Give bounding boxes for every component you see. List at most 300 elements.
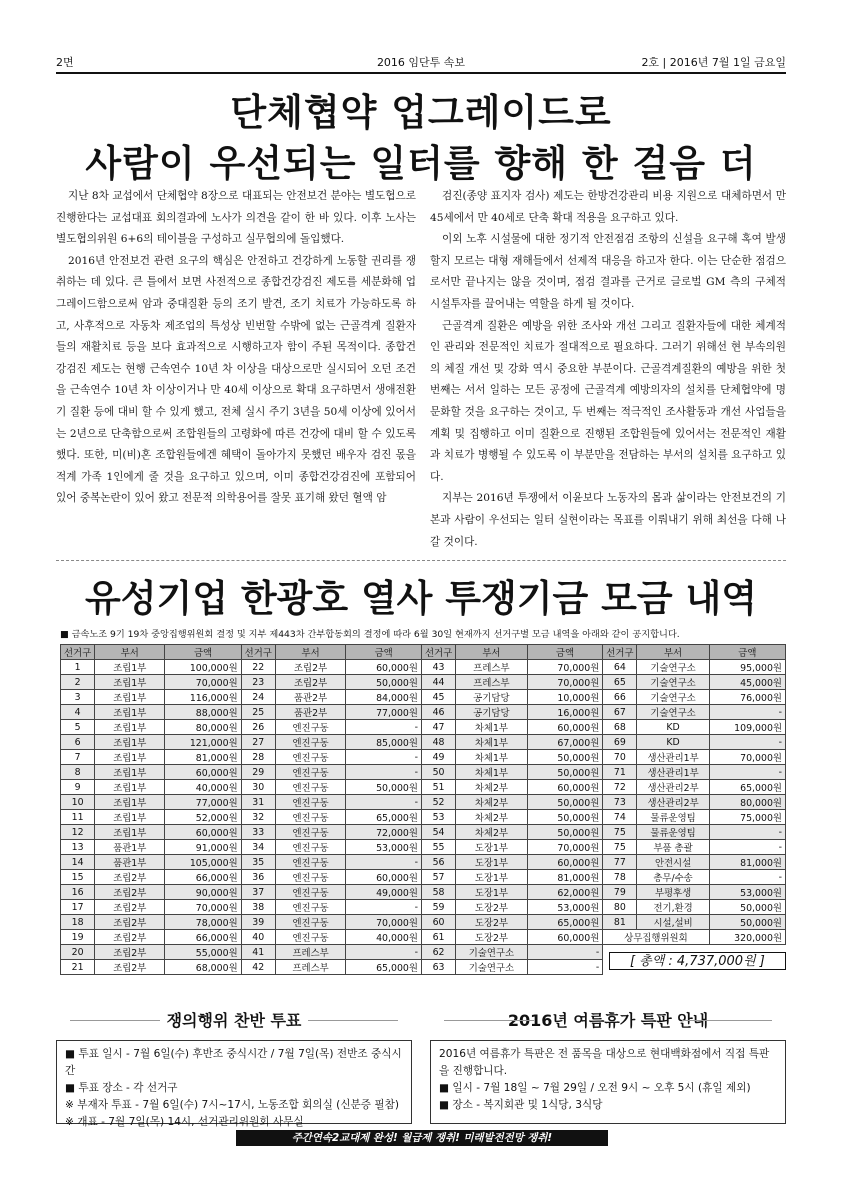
vote-info-line: ※ 개표 - 7월 7일(목) 14시, 선거관리위원회 사무실 (65, 1116, 304, 1128)
amount: 67,000원 (527, 735, 603, 750)
table-row (61, 930, 786, 945)
amount: 53,000원 (527, 900, 603, 915)
amount: 50,000원 (709, 900, 785, 915)
district-number: 23 (241, 675, 275, 690)
district-number: 17 (61, 900, 95, 915)
amount: 50,000원 (527, 795, 603, 810)
department: 조립2부 (95, 900, 165, 915)
department: 품관1부 (95, 855, 165, 870)
article1-right-column (430, 186, 786, 553)
amount: 50,000원 (346, 780, 422, 795)
amount: 68,000원 (165, 960, 241, 975)
department: 프레스부 (275, 945, 346, 960)
district-number: 67 (603, 705, 637, 720)
table-row (61, 750, 786, 765)
district-number: 8 (61, 765, 95, 780)
amount: - (346, 750, 422, 765)
department: 엔진구동 (275, 750, 346, 765)
amount: - (709, 840, 785, 855)
vote-info-line: ■ 투표 일시 - 7월 6일(수) 후반조 중식시간 / 7월 7일(목) 전반조 중식시간 (65, 1048, 402, 1077)
department: 프레스부 (275, 960, 346, 975)
district-number: 50 (421, 765, 455, 780)
department: 엔진구동 (275, 735, 346, 750)
district-number: 36 (241, 870, 275, 885)
department: 도장1부 (456, 840, 528, 855)
district-number: 58 (421, 885, 455, 900)
amount: - (527, 945, 603, 960)
department: 프레스부 (456, 660, 528, 675)
department: 프레스부 (456, 675, 528, 690)
article1-left-column (56, 186, 416, 510)
amount: 50,000원 (527, 765, 603, 780)
vote-info-line: ※ 부재자 투표 - 7월 6일(수) 7시~17시, 노동조합 회의실 (신분증 필참) (65, 1099, 399, 1111)
fund-table (60, 644, 786, 975)
district-number: 49 (421, 750, 455, 765)
district-number: 38 (241, 900, 275, 915)
fund-table-header-row (61, 645, 786, 660)
district-number: 71 (603, 765, 637, 780)
district-number: 25 (241, 705, 275, 720)
fund-table-header: 부서 (637, 645, 709, 660)
vacation-info-box (430, 1040, 786, 1124)
amount: 70,000원 (165, 900, 241, 915)
district-number: 57 (421, 870, 455, 885)
district-number: 40 (241, 930, 275, 945)
department: 조립2부 (95, 945, 165, 960)
page-number: 2면 (56, 56, 74, 69)
department: 도장1부 (456, 870, 528, 885)
table-row (61, 765, 786, 780)
amount: - (346, 855, 422, 870)
amount: 50,000원 (527, 825, 603, 840)
amount: 60,000원 (165, 825, 241, 840)
special-dept: 상무집행위원회 (603, 930, 709, 945)
district-number: 9 (61, 780, 95, 795)
table-row (61, 795, 786, 810)
district-number: 61 (421, 930, 455, 945)
district-number: 6 (61, 735, 95, 750)
department: 조립1부 (95, 825, 165, 840)
amount: - (346, 765, 422, 780)
table-row (61, 675, 786, 690)
department: 조립1부 (95, 660, 165, 675)
district-number: 80 (603, 900, 637, 915)
department: 엔진구동 (275, 885, 346, 900)
amount: 121,000원 (165, 735, 241, 750)
district-number: 5 (61, 720, 95, 735)
department: 차체1부 (456, 735, 528, 750)
vote-banner (56, 1008, 412, 1034)
article1-title-line1: 단체협약 업그레이드로 (230, 91, 612, 134)
amount: 60,000원 (527, 855, 603, 870)
fund-table-header: 금액 (709, 645, 785, 660)
department: 조립2부 (95, 915, 165, 930)
district-number: 7 (61, 750, 95, 765)
district-number: 28 (241, 750, 275, 765)
district-number: 75 (603, 825, 637, 840)
department: 엔진구동 (275, 840, 346, 855)
table-row (61, 885, 786, 900)
department: 조립1부 (95, 765, 165, 780)
amount: 105,000원 (165, 855, 241, 870)
fund-table-header: 금액 (346, 645, 422, 660)
table-row (61, 900, 786, 915)
district-number: 70 (603, 750, 637, 765)
fund-notice: ■ 금속노조 9기 19차 중앙집행위원회 결정 및 지부 제443차 간부합동회의 결정에 따라 6월 30일 현재까지 선거구별 모금 내역을 아래와 같이 공지합니다. (60, 629, 680, 640)
district-number: 4 (61, 705, 95, 720)
amount: 60,000원 (527, 720, 603, 735)
department: 조립1부 (95, 735, 165, 750)
district-number: 34 (241, 840, 275, 855)
department: 조립1부 (95, 795, 165, 810)
table-row (61, 810, 786, 825)
department: 기술연구소 (456, 960, 528, 975)
department: 엔진구동 (275, 825, 346, 840)
department: 엔진구동 (275, 855, 346, 870)
total-amount: [ 총액 : 4,737,000원 ] (609, 952, 785, 970)
district-number: 10 (61, 795, 95, 810)
district-number: 77 (603, 855, 637, 870)
district-number: 78 (603, 870, 637, 885)
article-paragraph: 2016년 안전보건 관련 요구의 핵심은 안전하고 건강하게 노동할 권리를 쟁취하는 데 있다. 큰 틀에서 보면 사전적으로 종합건강검진 제도를 세분화해 업그레이드함으로써 암과 중대질환 등의 조기 발견, 조기 치료가 가능하도록 하고, 사후적으로 자동차 제조업의 특성상 빈번할 수밖에 없는 근골격계 질환자들의 재활치료 등을 보다 효과적으로 시행하고자 함이 주된 목적이다. 종합건강검진 제도는 현행 근속연수 10년 차 이상을 대상으로만 실시되어 오던 조건을 근속연수 10년 차 이상이거나 만 40세 이상으로 확대 요구하면서 생애전환기 질환 등에 대비 할 수 있게 했고, 전체 실시 주기 3년을 50세 이상에 있어서는 2년으로 단축함으로써 조합원들의 고령화에 따른 건강에 대비 할 수 있도록 했다. 또한, 미(비)혼 조합원들에겐 혜택이 돌아가지 못했던 배우자 검진 몫을 적계 가족 1인에게 줄 것을 요구하고 있으며, 이미 종합건강검진에 포함되어 있어 중복논란이 있어 왔고 전문적 의학용어를 잘못 표기해 왔던 혈액 암 (56, 254, 416, 505)
fund-table-header: 선거구 (61, 645, 95, 660)
amount: 50,000원 (709, 915, 785, 930)
department: KD (637, 735, 709, 750)
amount: 78,000원 (165, 915, 241, 930)
amount: - (709, 825, 785, 840)
district-number: 48 (421, 735, 455, 750)
department: 도장1부 (456, 885, 528, 900)
amount: 50,000원 (527, 750, 603, 765)
department: 조립2부 (95, 885, 165, 900)
amount: 45,000원 (709, 675, 785, 690)
amount: 70,000원 (709, 750, 785, 765)
district-number: 46 (421, 705, 455, 720)
district-number: 43 (421, 660, 455, 675)
department: 도장2부 (456, 915, 528, 930)
amount: 10,000원 (527, 690, 603, 705)
department: 차체1부 (456, 750, 528, 765)
department: 조립1부 (95, 705, 165, 720)
total-cell (603, 945, 786, 975)
article-paragraph: 이외 노후 시설물에 대한 정기적 안전점검 조항의 신설을 요구해 혹여 발생할지 모르는 대형 재해들에서 선제적 대응을 하고자 한다. 이는 단순한 점검으로서만 끝나지는 않을 것이며, 점검 결과를 근거로 글로벌 GM 측의 구체적 시설투자를 끌어내는 역할을 하게 될 것이다. (430, 233, 786, 310)
fund-table-header: 선거구 (421, 645, 455, 660)
amount: 65,000원 (709, 780, 785, 795)
vacation-info-line: ■ 일시 - 7월 18일 ~ 7월 29일 / 오전 9시 ~ 오후 5시 (휴일 제외) (439, 1082, 751, 1094)
vacation-info-line: 2016년 여름휴가 특판은 전 품목을 대상으로 현대백화점에서 직접 특판을 진행합니다. (439, 1048, 770, 1077)
district-number: 33 (241, 825, 275, 840)
amount: 53,000원 (709, 885, 785, 900)
issue-info: 2호 | 2016년 7월 1일 금요일 (641, 56, 786, 69)
department: 시설,설비 (637, 915, 709, 930)
amount: 53,000원 (346, 840, 422, 855)
department: 품관1부 (95, 840, 165, 855)
fund-table-header: 선거구 (603, 645, 637, 660)
department: 엔진구동 (275, 720, 346, 735)
department: 조립1부 (95, 750, 165, 765)
article-paragraph: 지부는 2016년 투쟁에서 이윤보다 노동자의 몸과 삶이라는 안전보건의 기본과 사람이 우선되는 일터 실현이라는 목표를 이뤄내기 위해 최선을 다해 나갈 것이다. (430, 492, 786, 548)
district-number: 39 (241, 915, 275, 930)
department: 차체2부 (456, 810, 528, 825)
special-amount: 320,000원 (709, 930, 785, 945)
district-number: 14 (61, 855, 95, 870)
department: 도장1부 (456, 855, 528, 870)
district-number: 37 (241, 885, 275, 900)
department: 조립2부 (275, 660, 346, 675)
vacation-banner (430, 1008, 786, 1034)
table-row (61, 840, 786, 855)
department: 엔진구동 (275, 870, 346, 885)
amount: 100,000원 (165, 660, 241, 675)
amount: - (346, 795, 422, 810)
department: 도장2부 (456, 900, 528, 915)
amount: 40,000원 (346, 930, 422, 945)
amount: 95,000원 (709, 660, 785, 675)
amount: 72,000원 (346, 825, 422, 840)
district-number: 24 (241, 690, 275, 705)
fund-table-header: 선거구 (241, 645, 275, 660)
department: 품관2부 (275, 690, 346, 705)
district-number: 35 (241, 855, 275, 870)
district-number: 32 (241, 810, 275, 825)
table-row (61, 870, 786, 885)
amount: 116,000원 (165, 690, 241, 705)
department: 조립1부 (95, 780, 165, 795)
amount: 77,000원 (165, 795, 241, 810)
amount: 70,000원 (346, 915, 422, 930)
district-number: 15 (61, 870, 95, 885)
amount: 49,000원 (346, 885, 422, 900)
department: 생산관리2부 (637, 780, 709, 795)
fund-table-header: 금액 (165, 645, 241, 660)
department: 조립1부 (95, 720, 165, 735)
district-number: 62 (421, 945, 455, 960)
amount: 65,000원 (346, 960, 422, 975)
district-number: 75 (603, 840, 637, 855)
district-number: 73 (603, 795, 637, 810)
amount: 70,000원 (527, 660, 603, 675)
department: 물류운영팀 (637, 825, 709, 840)
district-number: 45 (421, 690, 455, 705)
amount: 52,000원 (165, 810, 241, 825)
amount: - (709, 870, 785, 885)
department: 품관2부 (275, 705, 346, 720)
district-number: 54 (421, 825, 455, 840)
amount: 66,000원 (165, 870, 241, 885)
amount: 65,000원 (346, 810, 422, 825)
amount: 85,000원 (346, 735, 422, 750)
table-row (61, 825, 786, 840)
amount: 50,000원 (346, 675, 422, 690)
department: 생산관리1부 (637, 765, 709, 780)
department: 공기담당 (456, 705, 528, 720)
article1-title-line2: 사람이 우선되는 일터를 향해 한 걸음 더 (85, 142, 757, 185)
table-row (61, 660, 786, 675)
amount: 60,000원 (346, 870, 422, 885)
district-number: 12 (61, 825, 95, 840)
district-number: 79 (603, 885, 637, 900)
amount: 77,000원 (346, 705, 422, 720)
amount: - (709, 705, 785, 720)
department: 차체1부 (456, 765, 528, 780)
district-number: 30 (241, 780, 275, 795)
department: 생산관리2부 (637, 795, 709, 810)
amount: 84,000원 (346, 690, 422, 705)
department: 부평후생 (637, 885, 709, 900)
amount: 81,000원 (165, 750, 241, 765)
department: 기술연구소 (456, 945, 528, 960)
table-row (61, 780, 786, 795)
department: 조립2부 (95, 870, 165, 885)
district-number: 22 (241, 660, 275, 675)
department: 엔진구동 (275, 765, 346, 780)
amount: - (709, 765, 785, 780)
department: 엔진구동 (275, 930, 346, 945)
department: 엔진구동 (275, 810, 346, 825)
department: 기술연구소 (637, 690, 709, 705)
district-number: 51 (421, 780, 455, 795)
amount: 70,000원 (527, 675, 603, 690)
district-number: 52 (421, 795, 455, 810)
department: 조립1부 (95, 690, 165, 705)
amount: 90,000원 (165, 885, 241, 900)
district-number: 63 (421, 960, 455, 975)
amount: 80,000원 (165, 720, 241, 735)
page-header (56, 52, 786, 70)
district-number: 44 (421, 675, 455, 690)
district-number: 1 (61, 660, 95, 675)
vote-info-box (56, 1040, 412, 1128)
district-number: 65 (603, 675, 637, 690)
district-number: 59 (421, 900, 455, 915)
district-number: 2 (61, 675, 95, 690)
district-number: 42 (241, 960, 275, 975)
amount: - (346, 720, 422, 735)
district-number: 69 (603, 735, 637, 750)
department: 차체1부 (456, 720, 528, 735)
publication-name: 2016 임단투 속보 (376, 56, 466, 69)
amount: 66,000원 (165, 930, 241, 945)
department: 공기담당 (456, 690, 528, 705)
district-number: 3 (61, 690, 95, 705)
district-number: 66 (603, 690, 637, 705)
department: 차체2부 (456, 780, 528, 795)
department: 조립2부 (95, 960, 165, 975)
amount: 91,000원 (165, 840, 241, 855)
department: 엔진구동 (275, 795, 346, 810)
department: 차체2부 (456, 825, 528, 840)
amount: 60,000원 (527, 780, 603, 795)
district-number: 29 (241, 765, 275, 780)
fund-table-header: 부서 (95, 645, 165, 660)
district-number: 26 (241, 720, 275, 735)
district-number: 13 (61, 840, 95, 855)
district-number: 27 (241, 735, 275, 750)
section-divider (56, 560, 786, 561)
table-row (61, 855, 786, 870)
district-number: 47 (421, 720, 455, 735)
amount: - (527, 960, 603, 975)
fund-table-header: 부서 (275, 645, 346, 660)
amount: 75,000원 (709, 810, 785, 825)
fund-table-header: 부서 (456, 645, 528, 660)
district-number: 21 (61, 960, 95, 975)
district-number: 31 (241, 795, 275, 810)
amount: 50,000원 (527, 810, 603, 825)
department: 부품 총괄 (637, 840, 709, 855)
department: 기술연구소 (637, 705, 709, 720)
district-number: 53 (421, 810, 455, 825)
district-number: 16 (61, 885, 95, 900)
department: 도장2부 (456, 930, 528, 945)
amount: - (709, 735, 785, 750)
table-row (61, 735, 786, 750)
department: 안전시설 (637, 855, 709, 870)
district-number: 56 (421, 855, 455, 870)
amount: 81,000원 (709, 855, 785, 870)
district-number: 60 (421, 915, 455, 930)
article-paragraph: 지난 8차 교섭에서 단체협약 8장으로 대표되는 안전보건 분야는 별도협으로 진행한다는 교섭대표 회의결과에 노사가 의견을 같이 한 바 있다. 이후 노사는 별도협의위원 6+6의 테이블을 구성하고 실무협의에 돌입했다. (56, 190, 416, 246)
amount: - (346, 945, 422, 960)
department: 기술연구소 (637, 675, 709, 690)
amount: - (346, 900, 422, 915)
department: 물류운영팀 (637, 810, 709, 825)
district-number: 11 (61, 810, 95, 825)
district-number: 20 (61, 945, 95, 960)
department: 조립1부 (95, 810, 165, 825)
amount: 70,000원 (165, 675, 241, 690)
amount: 60,000원 (165, 765, 241, 780)
amount: 55,000원 (165, 945, 241, 960)
department: 총무/수송 (637, 870, 709, 885)
department: 차체2부 (456, 795, 528, 810)
department: 조립2부 (275, 675, 346, 690)
district-number: 68 (603, 720, 637, 735)
department: 엔진구동 (275, 915, 346, 930)
district-number: 74 (603, 810, 637, 825)
table-row (61, 945, 786, 960)
footer-slogan: 주간연속2교대제 완성! 월급제 쟁취! 미래발전전망 쟁취! (236, 1130, 608, 1146)
amount: 60,000원 (346, 660, 422, 675)
vote-title: 쟁의행위 찬반 투표 (166, 1011, 302, 1030)
article-paragraph: 근골격계 질환은 예방을 위한 조사와 개선 그리고 질환자들에 대한 체계적인 관리와 전문적인 치료가 절대적으로 필요하다. 그러기 위해선 현 부속의원의 체질 개선 및 강화 역시 중요한 부분이다. 근골격계질환의 예방을 위한 첫 번째는 서서 일하는 모든 공정에 근골격계 예방의자의 설치를 단체협약에 명문화할 것을 요구하는 것이고, 두 번째는 적극적인 조사활동과 개선 사업들을 계획 및 집행하고 이미 질환으로 진행된 조합원들에 있어서는 전문적인 재활과 치료가 병행될 수 있도록 이 부분만을 전담하는 부서의 설치를 요구하고 있다. (430, 319, 786, 483)
amount: 40,000원 (165, 780, 241, 795)
table-row (61, 720, 786, 735)
table-row (61, 690, 786, 705)
vacation-title: 2016년 여름휴가 특판 안내 (507, 1011, 709, 1030)
amount: 81,000원 (527, 870, 603, 885)
department: 생산관리1부 (637, 750, 709, 765)
district-number: 72 (603, 780, 637, 795)
department: 엔진구동 (275, 780, 346, 795)
vote-info-line: ■ 투표 장소 - 각 선거구 (65, 1082, 178, 1094)
amount: 80,000원 (709, 795, 785, 810)
amount: 70,000원 (527, 840, 603, 855)
article-paragraph: 검진(종양 표지자 검사) 제도는 한방건강관리 비용 지원으로 대체하면서 만 45세에서 만 40세로 단축 확대 적용을 요구하고 있다. (430, 190, 786, 224)
vacation-info-line: ■ 장소 - 복지회관 및 1식당, 3식당 (439, 1099, 603, 1111)
department: 조립1부 (95, 675, 165, 690)
amount: 62,000원 (527, 885, 603, 900)
district-number: 19 (61, 930, 95, 945)
header-rule (56, 72, 786, 74)
district-number: 41 (241, 945, 275, 960)
department: 조립2부 (95, 930, 165, 945)
table-row (61, 705, 786, 720)
fund-table-header: 금액 (527, 645, 603, 660)
amount: 60,000원 (527, 930, 603, 945)
article2-title: 유성기업 한광호 열사 투쟁기금 모금 내역 (84, 577, 758, 620)
district-number: 81 (603, 915, 637, 930)
